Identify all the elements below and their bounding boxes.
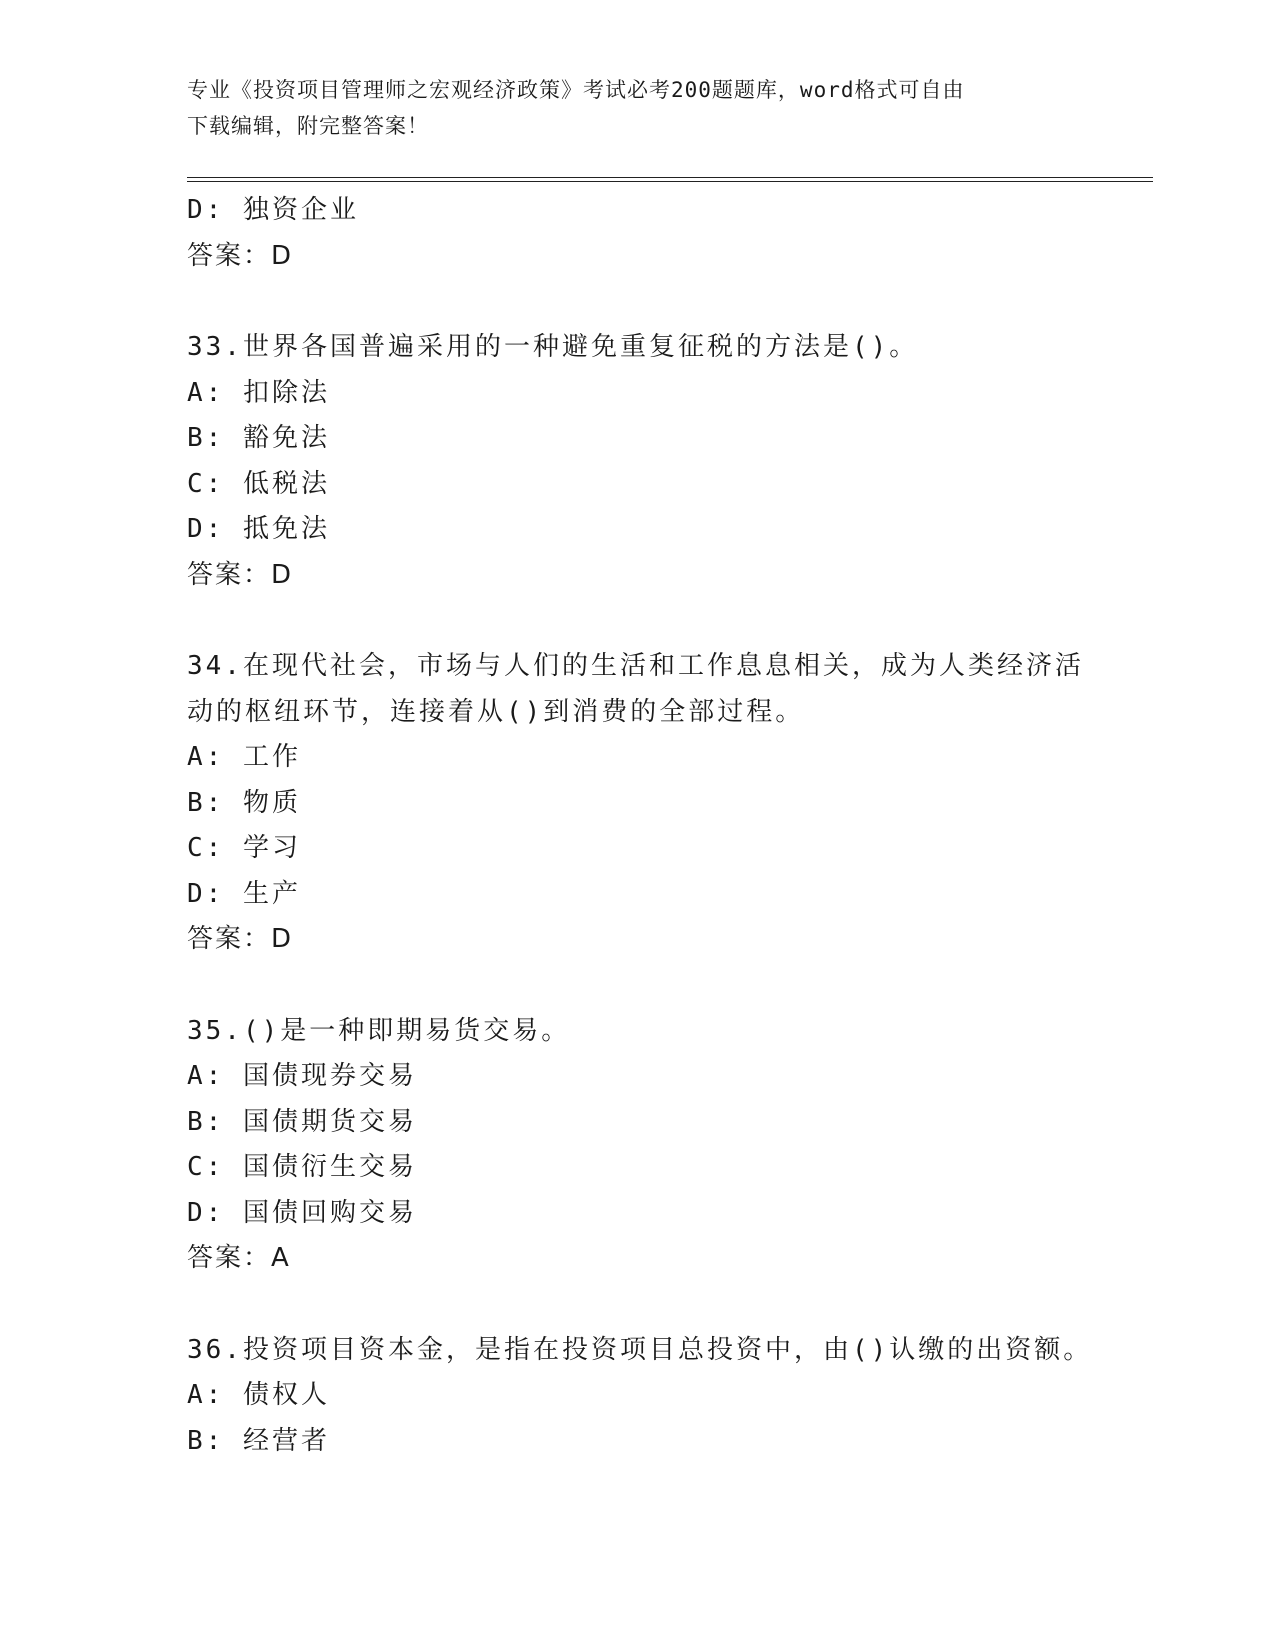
- answer: 答案：D: [187, 924, 294, 954]
- option-a: A: 扣除法: [187, 377, 330, 408]
- question-text: 33.世界各国普遍采用的一种避免重复征税的方法是()。: [187, 332, 919, 362]
- option-b: B: 国债期货交易: [187, 1106, 417, 1137]
- option-b: B: 豁免法: [187, 423, 330, 453]
- option-a: A: 国债现券交易: [187, 1061, 417, 1091]
- answer: 答案：D: [187, 559, 294, 590]
- prev-option-d: D: 独资企业: [187, 195, 359, 225]
- document-header: [187, 72, 1067, 144]
- spacer: [187, 1282, 1087, 1328]
- question-35: [187, 1009, 1087, 1282]
- header-divider-bottom: [187, 181, 1153, 182]
- header-divider-top: [187, 177, 1153, 178]
- spacer: [187, 598, 1087, 644]
- option-d: D: 抵免法: [187, 514, 330, 544]
- option-c: C: 低税法: [187, 468, 330, 499]
- spacer: [187, 279, 1087, 325]
- question-text-line-1: 34.在现代社会，市场与人们的生活和工作息息相关，成为人类经济活: [187, 651, 1084, 681]
- spacer: [187, 963, 1087, 1009]
- option-c: C: 学习: [187, 833, 301, 863]
- header-line-1: 专业《投资项目管理师之宏观经济政策》考试必考200题题库，word格式可自由: [187, 78, 965, 102]
- question-text-line-2: 动的枢纽环节，连接着从()到消费的全部过程。: [187, 696, 805, 727]
- question-list: [187, 188, 1093, 1464]
- answer: 答案：A: [187, 1243, 291, 1273]
- question-text: 35.()是一种即期易货交易。: [187, 1015, 571, 1046]
- option-a: A: 债权人: [187, 1380, 330, 1410]
- option-a: A: 工作: [187, 742, 301, 772]
- prev-answer: 答案：D: [187, 240, 294, 271]
- header-line-2: 下载编辑，附完整答案！: [187, 114, 429, 138]
- question-text: 36.投资项目资本金，是指在投资项目总投资中，由()认缴的出资额。: [187, 1334, 1093, 1365]
- option-b: B: 物质: [187, 787, 301, 818]
- option-d: D: 生产: [187, 878, 301, 909]
- question-34: [187, 644, 1087, 963]
- question-36: [187, 1328, 1093, 1465]
- question-33: [187, 325, 1087, 598]
- option-c: C: 国债衍生交易: [187, 1152, 417, 1182]
- option-b: B: 经营者: [187, 1425, 330, 1456]
- option-d: D: 国债回购交易: [187, 1197, 417, 1228]
